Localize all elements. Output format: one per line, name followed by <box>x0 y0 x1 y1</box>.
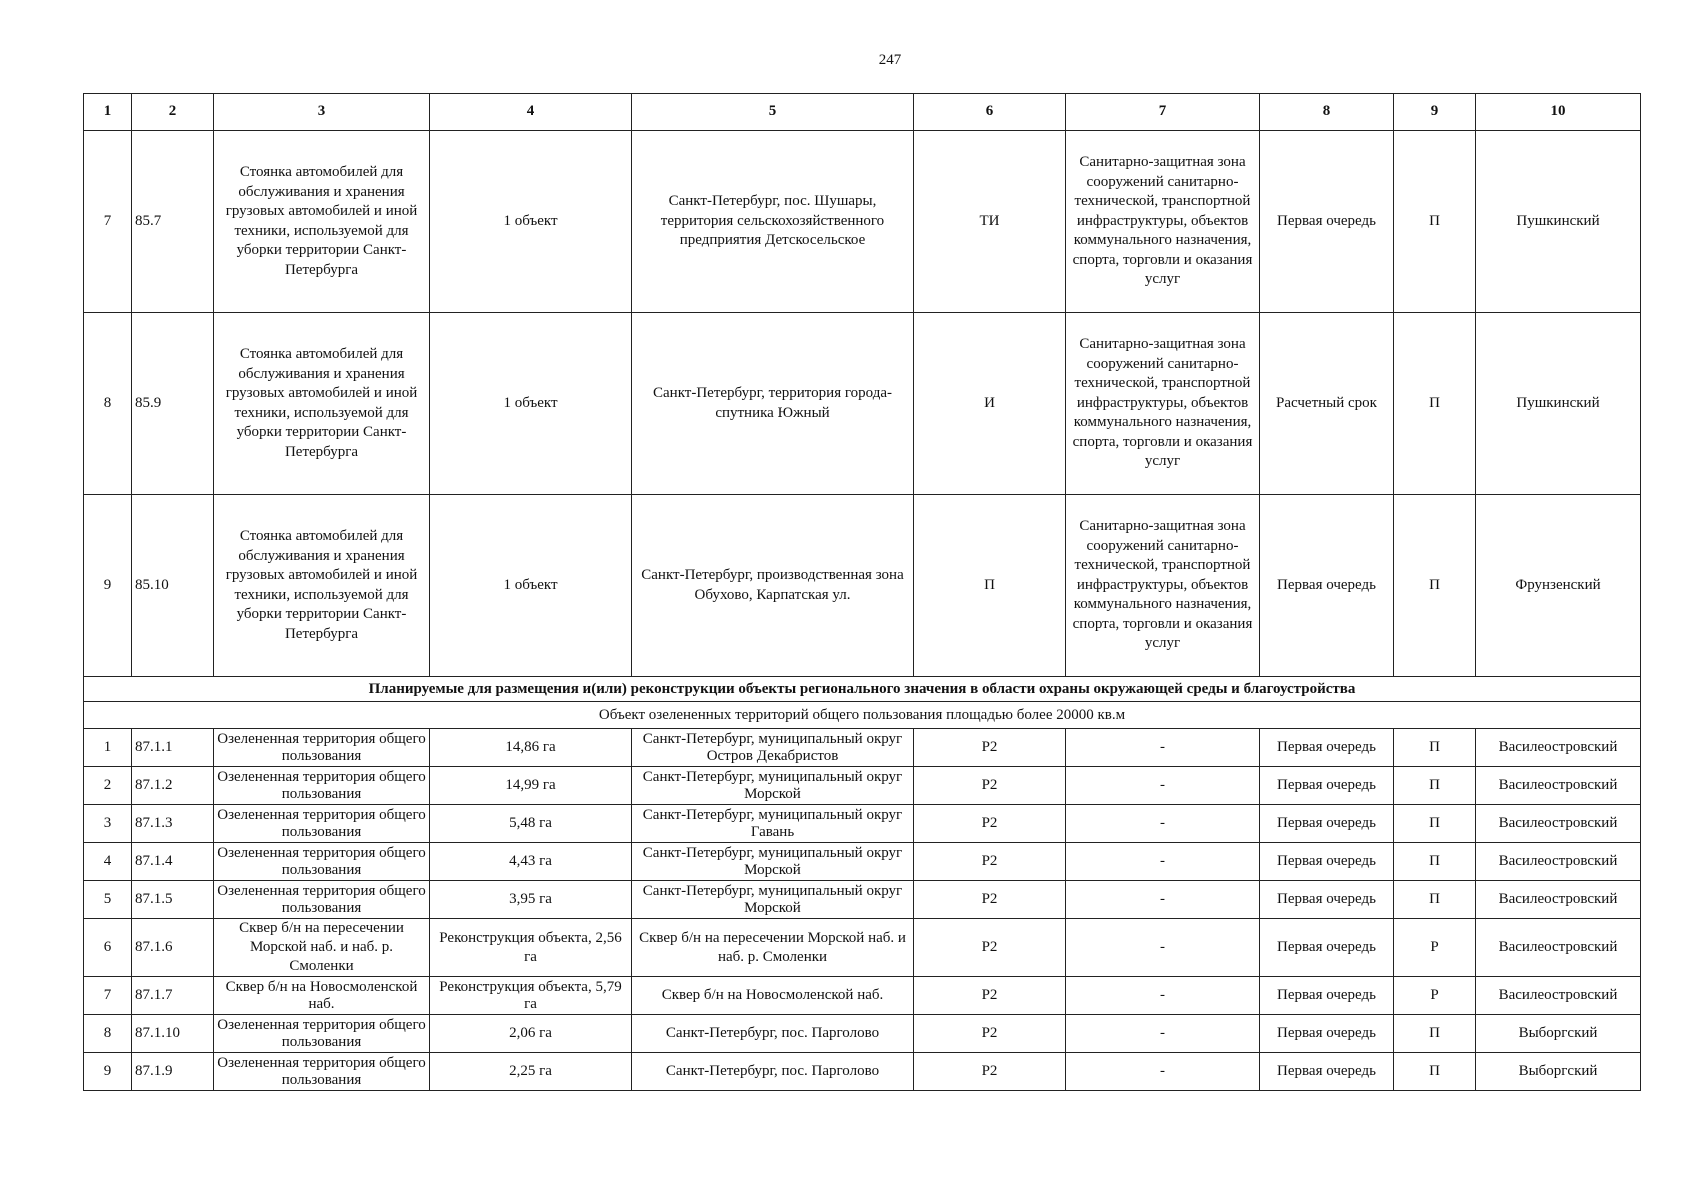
object-code: 87.1.6 <box>132 919 214 977</box>
object-capacity: Реконструкция объекта, 5,79 га <box>430 977 632 1015</box>
object-type: П <box>1394 881 1476 919</box>
object-zone: ТИ <box>914 131 1066 313</box>
row-number: 7 <box>84 131 132 313</box>
object-code: 85.10 <box>132 495 214 677</box>
object-restriction: - <box>1066 1015 1260 1053</box>
object-restriction: - <box>1066 1053 1260 1091</box>
object-code: 87.1.10 <box>132 1015 214 1053</box>
object-code: 87.1.9 <box>132 1053 214 1091</box>
object-name: Стоянка автомобилей для обслуживания и хранения грузовых автомобилей и иной техники, используемой для уборки территории Санкт-Петербурга <box>214 495 430 677</box>
object-zone: Р2 <box>914 919 1066 977</box>
object-name: Озелененная территория общего пользования <box>214 843 430 881</box>
object-capacity: 5,48 га <box>430 805 632 843</box>
object-stage: Первая очередь <box>1260 881 1394 919</box>
object-restriction: - <box>1066 767 1260 805</box>
object-code: 85.9 <box>132 313 214 495</box>
object-restriction: - <box>1066 919 1260 977</box>
object-stage: Первая очередь <box>1260 131 1394 313</box>
object-capacity: 1 объект <box>430 495 632 677</box>
object-name: Озелененная территория общего пользования <box>214 729 430 767</box>
object-stage: Расчетный срок <box>1260 313 1394 495</box>
object-type: П <box>1394 131 1476 313</box>
object-restriction: - <box>1066 729 1260 767</box>
object-name: Стоянка автомобилей для обслуживания и хранения грузовых автомобилей и иной техники, используемой для уборки территории Санкт-Петербурга <box>214 131 430 313</box>
object-zone: Р2 <box>914 977 1066 1015</box>
object-district: Пушкинский <box>1476 313 1641 495</box>
object-name: Озелененная территория общего пользования <box>214 1015 430 1053</box>
page-number: 247 <box>878 52 902 68</box>
object-location: Санкт-Петербург, пос. Парголово <box>632 1015 914 1053</box>
table-row <box>84 843 1641 881</box>
object-zone: Р2 <box>914 767 1066 805</box>
row-number: 7 <box>84 977 132 1015</box>
object-name: Озелененная территория общего пользования <box>214 805 430 843</box>
object-zone: Р2 <box>914 729 1066 767</box>
header-row <box>84 94 1641 131</box>
object-location: Сквер б/н на пересечении Морской наб. и наб. р. Смоленки <box>632 919 914 977</box>
table-row <box>84 977 1641 1015</box>
object-type: П <box>1394 1015 1476 1053</box>
object-type: П <box>1394 729 1476 767</box>
object-location: Санкт-Петербург, пос. Шушары, территория сельскохозяйственного предприятия Детскосельское <box>632 131 914 313</box>
header-cell: 10 <box>1476 94 1641 131</box>
table-row <box>84 805 1641 843</box>
header-cell: 2 <box>132 94 214 131</box>
table-row <box>84 495 1641 677</box>
object-name: Озелененная территория общего пользования <box>214 881 430 919</box>
header-cell: 7 <box>1066 94 1260 131</box>
header-cell: 8 <box>1260 94 1394 131</box>
object-name: Стоянка автомобилей для обслуживания и хранения грузовых автомобилей и иной техники, используемой для уборки территории Санкт-Петербурга <box>214 313 430 495</box>
object-capacity: 2,06 га <box>430 1015 632 1053</box>
header-cell: 1 <box>84 94 132 131</box>
object-capacity: 14,99 га <box>430 767 632 805</box>
object-capacity: 2,25 га <box>430 1053 632 1091</box>
object-code: 85.7 <box>132 131 214 313</box>
object-capacity: 1 объект <box>430 131 632 313</box>
object-location: Санкт-Петербург, муниципальный округ Гавань <box>632 805 914 843</box>
object-name: Озелененная территория общего пользования <box>214 1053 430 1091</box>
header-cell: 9 <box>1394 94 1476 131</box>
subsection-title-row <box>84 702 1641 729</box>
table-row <box>84 313 1641 495</box>
object-code: 87.1.7 <box>132 977 214 1015</box>
object-type: П <box>1394 313 1476 495</box>
object-location: Санкт-Петербург, муниципальный округ Морской <box>632 843 914 881</box>
table-row <box>84 1015 1641 1053</box>
object-district: Василеостровский <box>1476 881 1641 919</box>
object-stage: Первая очередь <box>1260 1053 1394 1091</box>
row-number: 5 <box>84 881 132 919</box>
row-number: 3 <box>84 805 132 843</box>
table-row <box>84 131 1641 313</box>
object-stage: Первая очередь <box>1260 805 1394 843</box>
object-zone: П <box>914 495 1066 677</box>
object-zone: Р2 <box>914 881 1066 919</box>
object-district: Выборгский <box>1476 1015 1641 1053</box>
object-stage: Первая очередь <box>1260 977 1394 1015</box>
object-zone: Р2 <box>914 1053 1066 1091</box>
object-type: Р <box>1394 977 1476 1015</box>
row-number: 9 <box>84 1053 132 1091</box>
header-cell: 4 <box>430 94 632 131</box>
object-type: Р <box>1394 919 1476 977</box>
object-capacity: 1 объект <box>430 313 632 495</box>
object-restriction: Санитарно-защитная зона сооружений санитарно-технической, транспортной инфраструктуры, объектов коммунального назначения, спорта, торговли и оказания услуг <box>1066 313 1260 495</box>
object-code: 87.1.2 <box>132 767 214 805</box>
object-stage: Первая очередь <box>1260 1015 1394 1053</box>
object-name: Сквер б/н на пересечении Морской наб. и наб. р. Смоленки <box>214 919 430 977</box>
object-location: Санкт-Петербург, муниципальный округ Морской <box>632 881 914 919</box>
row-number: 8 <box>84 313 132 495</box>
object-type: П <box>1394 1053 1476 1091</box>
objects-table <box>83 93 1641 1091</box>
object-name: Сквер б/н на Новосмоленской наб. <box>214 977 430 1015</box>
object-code: 87.1.5 <box>132 881 214 919</box>
row-number: 8 <box>84 1015 132 1053</box>
object-location: Санкт-Петербург, муниципальный округ Остров Декабристов <box>632 729 914 767</box>
object-zone: Р2 <box>914 805 1066 843</box>
object-location: Сквер б/н на Новосмоленской наб. <box>632 977 914 1015</box>
header-cell: 3 <box>214 94 430 131</box>
object-stage: Первая очередь <box>1260 767 1394 805</box>
object-zone: И <box>914 313 1066 495</box>
object-stage: Первая очередь <box>1260 843 1394 881</box>
section-title-row <box>84 677 1641 702</box>
table-row <box>84 767 1641 805</box>
object-code: 87.1.4 <box>132 843 214 881</box>
header-cell: 6 <box>914 94 1066 131</box>
row-number: 1 <box>84 729 132 767</box>
object-capacity: 4,43 га <box>430 843 632 881</box>
object-district: Выборгский <box>1476 1053 1641 1091</box>
object-restriction: - <box>1066 977 1260 1015</box>
object-zone: Р2 <box>914 1015 1066 1053</box>
object-restriction: - <box>1066 843 1260 881</box>
object-location: Санкт-Петербург, производственная зона Обухово, Карпатская ул. <box>632 495 914 677</box>
object-stage: Первая очередь <box>1260 729 1394 767</box>
table-row <box>84 919 1641 977</box>
subsection-title: Объект озелененных территорий общего пользования площадью более 20000 кв.м <box>84 702 1641 729</box>
table-row <box>84 1053 1641 1091</box>
object-district: Василеостровский <box>1476 843 1641 881</box>
object-capacity: 14,86 га <box>430 729 632 767</box>
object-type: П <box>1394 495 1476 677</box>
object-restriction: - <box>1066 805 1260 843</box>
object-district: Василеостровский <box>1476 977 1641 1015</box>
object-location: Санкт-Петербург, пос. Парголово <box>632 1053 914 1091</box>
row-number: 2 <box>84 767 132 805</box>
object-code: 87.1.3 <box>132 805 214 843</box>
row-number: 6 <box>84 919 132 977</box>
object-type: П <box>1394 805 1476 843</box>
object-location: Санкт-Петербург, территория города-спутника Южный <box>632 313 914 495</box>
object-district: Василеостровский <box>1476 729 1641 767</box>
object-type: П <box>1394 843 1476 881</box>
object-district: Пушкинский <box>1476 131 1641 313</box>
row-number: 9 <box>84 495 132 677</box>
object-capacity: Реконструкция объекта, 2,56 га <box>430 919 632 977</box>
object-restriction: Санитарно-защитная зона сооружений санитарно-технической, транспортной инфраструктуры, объектов коммунального назначения, спорта, торговли и оказания услуг <box>1066 495 1260 677</box>
object-name: Озелененная территория общего пользования <box>214 767 430 805</box>
object-district: Фрунзенский <box>1476 495 1641 677</box>
object-stage: Первая очередь <box>1260 495 1394 677</box>
object-restriction: Санитарно-защитная зона сооружений санитарно-технической, транспортной инфраструктуры, объектов коммунального назначения, спорта, торговли и оказания услуг <box>1066 131 1260 313</box>
section-title: Планируемые для размещения и(или) реконструкции объекты регионального значения в области охраны окружающей среды и благоустройства <box>84 677 1641 702</box>
object-zone: Р2 <box>914 843 1066 881</box>
table-row <box>84 729 1641 767</box>
object-code: 87.1.1 <box>132 729 214 767</box>
header-cell: 5 <box>632 94 914 131</box>
object-district: Василеостровский <box>1476 919 1641 977</box>
table-row <box>84 881 1641 919</box>
object-district: Василеостровский <box>1476 805 1641 843</box>
row-number: 4 <box>84 843 132 881</box>
object-restriction: - <box>1066 881 1260 919</box>
object-location: Санкт-Петербург, муниципальный округ Морской <box>632 767 914 805</box>
object-type: П <box>1394 767 1476 805</box>
object-district: Василеостровский <box>1476 767 1641 805</box>
object-stage: Первая очередь <box>1260 919 1394 977</box>
object-capacity: 3,95 га <box>430 881 632 919</box>
